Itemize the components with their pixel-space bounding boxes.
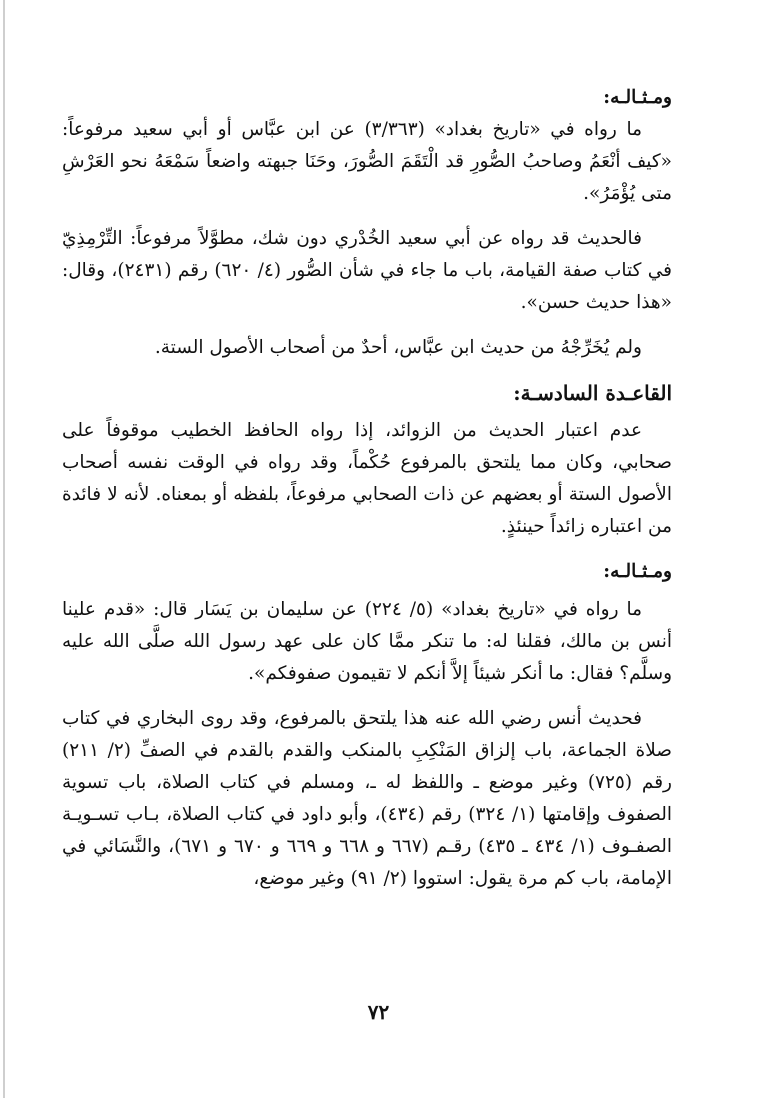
scan-edge-line [3, 0, 5, 1098]
paragraph-3: ولم يُخَرِّجْهُ من حديث ابن عبَّاس، أحدٌ من أصحاب الأصول الستة. [154, 337, 642, 358]
heading-example-1: ومـثـالـه: [603, 87, 672, 108]
paragraph-4: عدم اعتبار الحديث من الزوائد، إذا رواه الحافظ الخطيب موقوفاً على صحابي، وكان مما يلتحق بالمرفوع حُكْماً، وقد رواه في الوقت نفسه أصحاب الأصول الستة أو بعضهم عن ذات الصحابي مرفوعاً، بلفظه أو بمعناه. لأنه لا فائدة من اعتباره زائداً حينئذٍ. [62, 420, 672, 537]
paragraph-2: فالحديث قد رواه عن أبي سعيد الخُدْري دون شك، مطوَّلاً مرفوعاً: التِّرْمِذِيّ في كتاب صفة القيامة، باب ما جاء في شأن الصُّور (٤/ ٦٢٠) رقم (٢٤٣١)، وقال: «هذا حديث حسن». [62, 228, 672, 313]
heading-rule-6: القاعـدة السادسـة: [513, 381, 672, 405]
page-number: ٧٢ [367, 1000, 390, 1024]
heading-example-2: ومـثـالـه: [603, 561, 672, 582]
paragraph-1: ما رواه في «تاريخ بغداد» (٣/٣٦٣) عن ابن عبَّاس أو أبي سعيد مرفوعاً: «كيف أنْعَمُ وصاحبُ الصُّورِ قد الْتَقَمَ الصُّورَ، وحَنَا جبهته واضعاً سَمْعَهُ نحو العَرْشِ متى يُؤْمَرُ». [62, 119, 672, 204]
paragraph-6: فحديث أنس رضي الله عنه هذا يلتحق بالمرفوع، وقد روى البخاري في كتاب صلاة الجماعة، باب إلزاق المَنْكِبِ بالمنكب والقدم بالقدم في الصفِّ (٢/ ٢١١) رقم (٧٢٥) وغير موضع ـ واللفظ له ـ، ومسلم في كتاب الصلاة، باب تسوية الصفوف وإقامتها (١/ ٣٢٤) رقم (٤٣٤)، وأبو داود في كتاب الصلاة، بـاب تسـويـة الصفـوف (١/ ٤٣٤ ـ ٤٣٥) رقـم (٦٦٧ و ٦٦٨ و ٦٦٩ و ٦٧٠ و ٦٧١)، والنَّسَائي في الإمامة، باب كم مرة يقول: استووا (٢/ ٩١) وغير موضع، [62, 708, 672, 889]
paragraph-5: ما رواه في «تاريخ بغداد» (٥/ ٢٢٤) عن سليمان بن يَسَار قال: «قدم علينا أنس بن مالك، فقلنا له: ما تنكر ممَّا كان على عهد رسول الله صلَّى الله عليه وسلَّم؟ فقال: ما أنكر شيئاً إلاَّ أنكم لا تقيمون صفوفكم». [62, 599, 672, 684]
book-page-text [62, 82, 672, 908]
